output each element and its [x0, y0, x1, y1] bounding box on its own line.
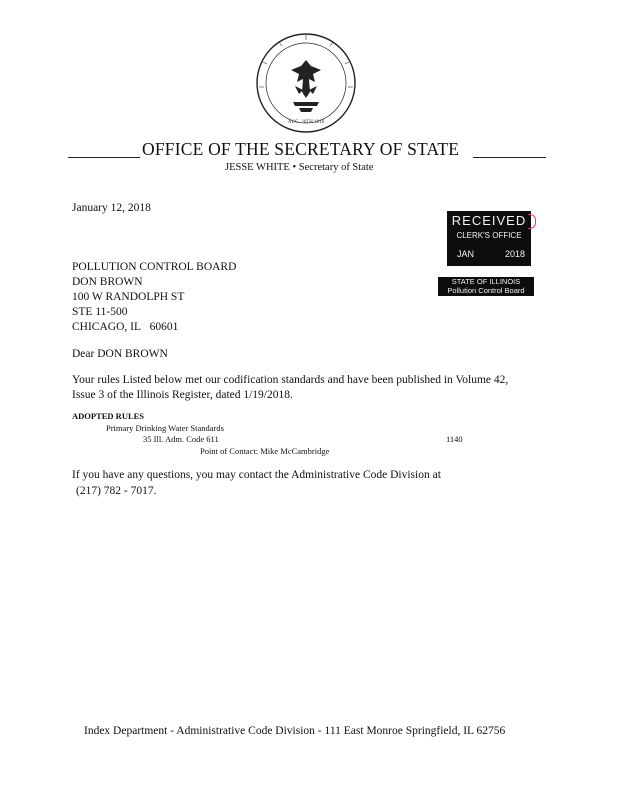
contact-phone: (217) 782 - 7017. [76, 485, 157, 497]
address-city-state: CHICAGO, IL [72, 321, 141, 333]
received-stamp-month: JAN [457, 249, 475, 259]
address-line-4: STE 11-500 [72, 306, 128, 318]
state-seal [255, 32, 357, 134]
received-stamp-year: 2018 [504, 249, 525, 259]
eagle-seal-icon [291, 60, 321, 112]
received-stamp-top: RECEIVED [451, 213, 527, 228]
address-line-3: 100 W RANDOLPH ST [72, 291, 185, 303]
footer-address: Index Department - Administrative Code Division - 111 East Monroe Springfield, IL 62756 [84, 725, 506, 737]
rule-number: 1140 [446, 434, 463, 444]
agency-stamp-line2: Pollution Control Board [447, 286, 525, 295]
rule-code: 35 Ill. Adm. Code 611 [143, 434, 219, 444]
letter-date: January 12, 2018 [72, 202, 151, 214]
secretary-name: JESSE WHITE [225, 162, 290, 173]
rule-contact: Point of Contact: Mike McCambridge [200, 446, 330, 456]
body-paragraph: Your rules Listed below met our codification standards and have been published in Volume 42, Issue 3 of the Illinois Register, dated 1/19/2018. [72, 374, 509, 401]
letterhead-rule-right [473, 157, 546, 158]
received-stamp [447, 211, 531, 266]
office-title: OFFICE OF THE SECRETARY OF STATE [142, 139, 460, 159]
agency-stamp [438, 277, 534, 296]
agency-stamp-line1: STATE OF ILLINOIS [451, 277, 521, 286]
address-zip: 60601 [149, 321, 179, 333]
recipient-address [72, 260, 236, 335]
salutation: Dear DON BROWN [72, 348, 168, 360]
address-line-1: POLLUTION CONTROL BOARD [72, 261, 237, 273]
rule-name: Primary Drinking Water Standards [106, 423, 224, 433]
address-line-2: DON BROWN [72, 276, 143, 288]
secretary-separator: • [292, 162, 297, 173]
address-line-5 [72, 320, 236, 335]
adopted-rules-heading: ADOPTED RULES [72, 411, 145, 421]
letterhead [68, 139, 546, 163]
secretary-line [225, 162, 373, 173]
received-stamp-office: CLERK'S OFFICE [456, 231, 522, 240]
secretary-title: Secretary of State [298, 162, 374, 173]
letterhead-rule-left [68, 157, 140, 158]
pink-mark [528, 214, 536, 229]
closing-paragraph: If you have any questions, you may contact the Administrative Code Division at [72, 469, 441, 481]
svg-text:AUG. 26TH 1818: AUG. 26TH 1818 [287, 120, 325, 125]
